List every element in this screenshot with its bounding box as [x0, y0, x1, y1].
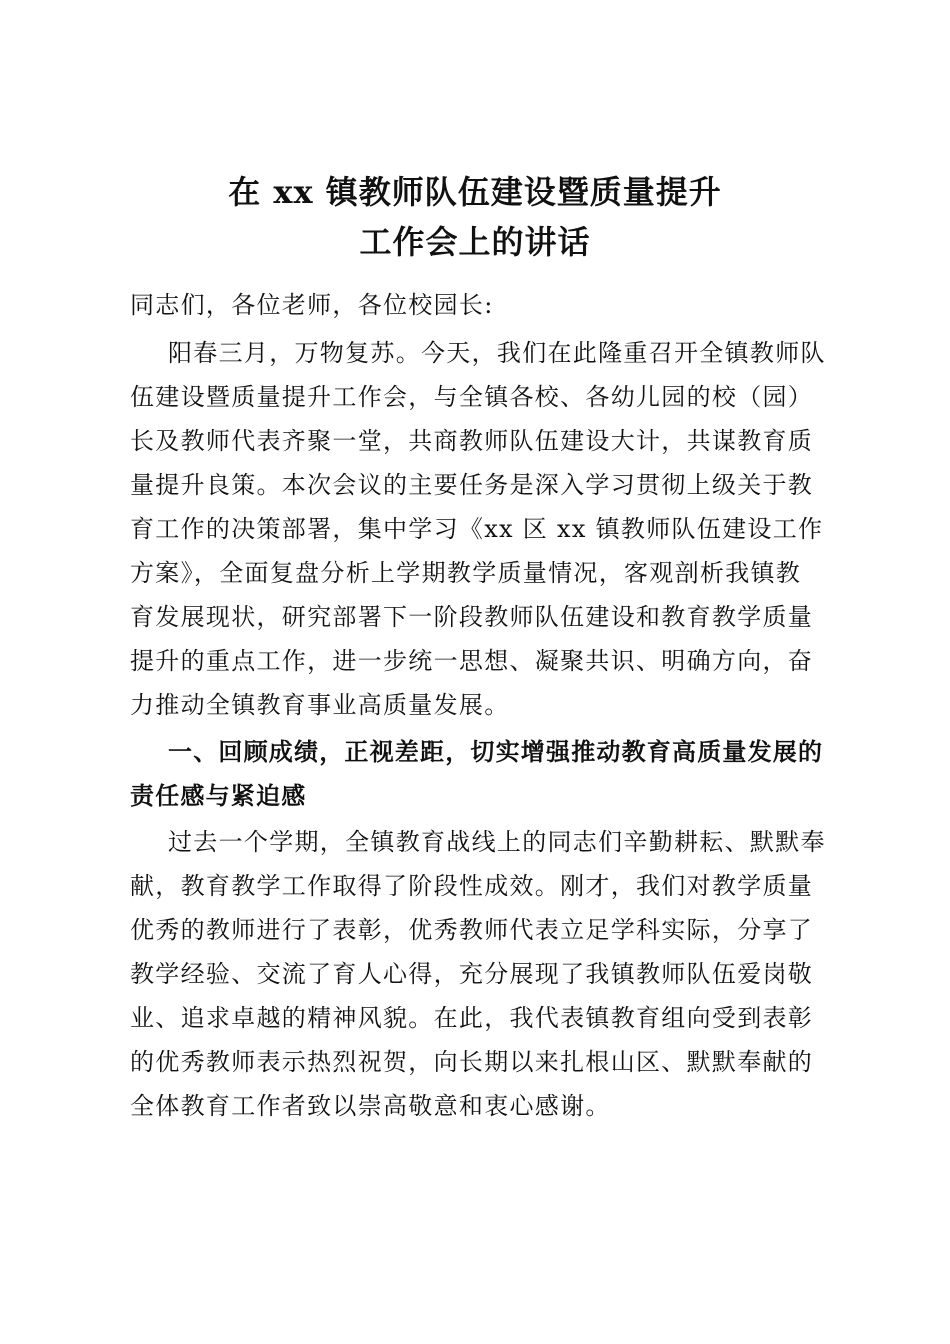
document-title-line-1: 在 xx 镇教师队伍建设暨质量提升 [228, 173, 722, 211]
section-heading-1-line: 一、回顾成绩，正视差距，切实增强推动教育高质量发展的 [168, 737, 824, 766]
paragraph-1-line: 阳春三月，万物复苏。今天，我们在此隆重召开全镇教师队 [168, 339, 826, 367]
paragraph-1-line: 育发展现状，研究部署下一阶段教师队伍建设和教育教学质量 [130, 603, 814, 631]
section-heading-1-line: 责任感与紧迫感 [130, 781, 307, 810]
document-title-line-2: 工作会上的讲话 [359, 223, 591, 261]
salutation: 同志们，各位老师，各位校园长: [130, 291, 494, 319]
paragraph-2-line: 献，教育教学工作取得了阶段性成效。刚才，我们对教学质量 [130, 872, 814, 900]
paragraph-2-line: 全体教育工作者致以崇高敬意和衷心感谢。 [130, 1092, 611, 1120]
paragraph-1-line: 育工作的决策部署，集中学习《xx 区 xx 镇教师队伍建设工作 [130, 515, 824, 543]
paragraph-1-line: 伍建设暨质量提升工作会，与全镇各校、各幼儿园的校（园） [130, 383, 814, 411]
paragraph-1-line: 方案》，全面复盘分析上学期教学质量情况，客观剖析我镇教 [130, 559, 802, 587]
paragraph-2-line: 的优秀教师表示热烈祝贺，向长期以来扎根山区、默默奉献的 [130, 1048, 814, 1076]
paragraph-2-line: 优秀的教师进行了表彰，优秀教师代表立足学科实际，分享了 [130, 916, 814, 944]
paragraph-2-line: 业、追求卓越的精神风貌。在此，我代表镇教育组向受到表彰 [130, 1004, 814, 1032]
paragraph-2-line: 过去一个学期，全镇教育战线上的同志们辛勤耕耘、默默奉 [168, 828, 826, 856]
paragraph-2-line: 教学经验、交流了育人心得，充分展现了我镇教师队伍爱岗敬 [130, 960, 814, 988]
paragraph-1-line: 量提升良策。本次会议的主要任务是深入学习贯彻上级关于教 [130, 471, 814, 499]
paragraph-1-line: 力推动全镇教育事业高质量发展。 [130, 691, 510, 719]
paragraph-1-line: 长及教师代表齐聚一堂，共商教师队伍建设大计，共谋教育质 [130, 427, 814, 455]
paragraph-1-line: 提升的重点工作，进一步统一思想、凝聚共识、明确方向，奋 [130, 647, 814, 675]
